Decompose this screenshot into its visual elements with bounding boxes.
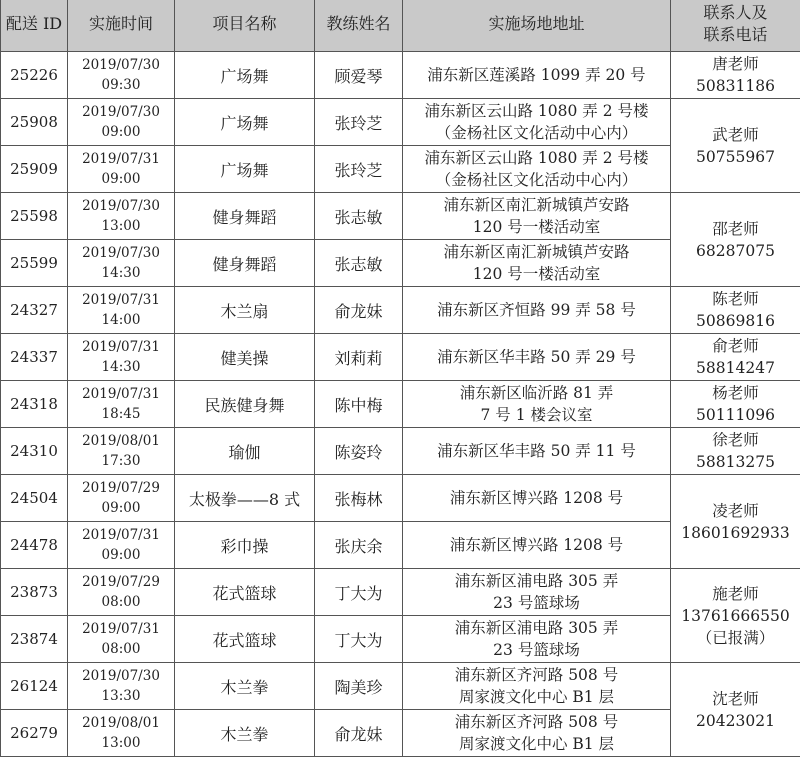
cell-coach: 俞龙妹 <box>315 287 403 334</box>
cell-time: 2019/07/31 18:45 <box>68 381 175 428</box>
cell-project: 健身舞蹈 <box>175 240 315 287</box>
table-body <box>1 52 800 757</box>
cell-address: 浦东新区华丰路 50 弄 29 号 <box>403 334 671 381</box>
cell-time: 2019/07/31 08:00 <box>68 616 175 663</box>
cell-id: 25599 <box>1 240 68 287</box>
cell-address: 浦东新区莲溪路 1099 弄 20 号 <box>403 52 671 99</box>
cell-contact: 唐老师 50831186 <box>671 52 800 99</box>
cell-address: 浦东新区南汇新城镇芦安路 120 号一楼活动室 <box>403 240 671 287</box>
header-project: 项目名称 <box>175 0 315 52</box>
cell-project: 彩巾操 <box>175 522 315 569</box>
cell-address: 浦东新区临沂路 81 弄 7 号 1 楼会议室 <box>403 381 671 428</box>
table-row <box>1 99 800 146</box>
cell-id: 25909 <box>1 146 68 193</box>
cell-contact: 武老师 50755967 <box>671 99 800 193</box>
cell-id: 24310 <box>1 428 68 475</box>
cell-coach: 陈中梅 <box>315 381 403 428</box>
cell-coach: 张玲芝 <box>315 146 403 193</box>
cell-address: 浦东新区南汇新城镇芦安路 120 号一楼活动室 <box>403 193 671 240</box>
cell-project: 花式篮球 <box>175 616 315 663</box>
header-time: 实施时间 <box>68 0 175 52</box>
cell-id: 25598 <box>1 193 68 240</box>
cell-project: 木兰扇 <box>175 287 315 334</box>
cell-contact: 杨老师 50111096 <box>671 381 800 428</box>
cell-project: 木兰拳 <box>175 663 315 710</box>
cell-address: 浦东新区云山路 1080 弄 2 号楼 （金杨社区文化活动中心内） <box>403 146 671 193</box>
cell-time: 2019/07/29 09:00 <box>68 475 175 522</box>
table-row <box>1 381 800 428</box>
cell-time: 2019/07/31 09:00 <box>68 146 175 193</box>
cell-contact: 施老师 13761666550 （已报满） <box>671 569 800 663</box>
cell-id: 24318 <box>1 381 68 428</box>
cell-project: 太极拳——8 式 <box>175 475 315 522</box>
cell-address: 浦东新区齐恒路 99 弄 58 号 <box>403 287 671 334</box>
cell-id: 23874 <box>1 616 68 663</box>
table-row <box>1 287 800 334</box>
cell-time: 2019/07/30 14:30 <box>68 240 175 287</box>
cell-id: 23873 <box>1 569 68 616</box>
table-row <box>1 334 800 381</box>
cell-coach: 陈姿玲 <box>315 428 403 475</box>
cell-id: 26279 <box>1 710 68 757</box>
cell-id: 25908 <box>1 99 68 146</box>
table-row <box>1 663 800 710</box>
table-row <box>1 193 800 240</box>
cell-coach: 丁大为 <box>315 569 403 616</box>
cell-project: 健美操 <box>175 334 315 381</box>
cell-id: 24504 <box>1 475 68 522</box>
header-contact: 联系人及 联系电话 <box>671 0 800 52</box>
cell-contact: 俞老师 58814247 <box>671 334 800 381</box>
cell-address: 浦东新区博兴路 1208 号 <box>403 475 671 522</box>
cell-contact: 凌老师 18601692933 <box>671 475 800 569</box>
cell-id: 25226 <box>1 52 68 99</box>
cell-project: 瑜伽 <box>175 428 315 475</box>
cell-time: 2019/08/01 17:30 <box>68 428 175 475</box>
cell-time: 2019/07/30 13:00 <box>68 193 175 240</box>
cell-time: 2019/07/31 09:00 <box>68 522 175 569</box>
cell-address: 浦东新区齐河路 508 号 周家渡文化中心 B1 层 <box>403 663 671 710</box>
cell-address: 浦东新区华丰路 50 弄 11 号 <box>403 428 671 475</box>
cell-id: 24327 <box>1 287 68 334</box>
cell-address: 浦东新区博兴路 1208 号 <box>403 522 671 569</box>
cell-coach: 张梅林 <box>315 475 403 522</box>
cell-contact: 沈老师 20423021 <box>671 663 800 757</box>
cell-coach: 顾爱琴 <box>315 52 403 99</box>
table-row <box>1 475 800 522</box>
table-row <box>1 52 800 99</box>
header-coach: 教练姓名 <box>315 0 403 52</box>
header-address: 实施场地地址 <box>403 0 671 52</box>
cell-project: 木兰拳 <box>175 710 315 757</box>
cell-time: 2019/07/30 13:30 <box>68 663 175 710</box>
cell-project: 健身舞蹈 <box>175 193 315 240</box>
cell-id: 24337 <box>1 334 68 381</box>
cell-coach: 俞龙妹 <box>315 710 403 757</box>
cell-coach: 张玲芝 <box>315 99 403 146</box>
cell-address: 浦东新区齐河路 508 号 周家渡文化中心 B1 层 <box>403 710 671 757</box>
table-header <box>1 0 800 52</box>
cell-coach: 丁大为 <box>315 616 403 663</box>
cell-id: 24478 <box>1 522 68 569</box>
cell-time: 2019/07/29 08:00 <box>68 569 175 616</box>
cell-address: 浦东新区浦电路 305 弄 23 号篮球场 <box>403 616 671 663</box>
cell-coach: 张庆余 <box>315 522 403 569</box>
cell-time: 2019/07/30 09:00 <box>68 99 175 146</box>
cell-coach: 刘莉莉 <box>315 334 403 381</box>
cell-time: 2019/07/30 09:30 <box>68 52 175 99</box>
cell-project: 广场舞 <box>175 52 315 99</box>
cell-time: 2019/08/01 13:00 <box>68 710 175 757</box>
cell-contact: 邵老师 68287075 <box>671 193 800 287</box>
cell-contact: 徐老师 58813275 <box>671 428 800 475</box>
cell-project: 广场舞 <box>175 146 315 193</box>
cell-project: 民族健身舞 <box>175 381 315 428</box>
cell-coach: 张志敏 <box>315 193 403 240</box>
cell-coach: 张志敏 <box>315 240 403 287</box>
cell-project: 广场舞 <box>175 99 315 146</box>
header-row <box>1 0 800 52</box>
table-row <box>1 428 800 475</box>
cell-coach: 陶美珍 <box>315 663 403 710</box>
cell-address: 浦东新区云山路 1080 弄 2 号楼 （金杨社区文化活动中心内） <box>403 99 671 146</box>
header-id: 配送 ID <box>1 0 68 52</box>
cell-time: 2019/07/31 14:00 <box>68 287 175 334</box>
cell-time: 2019/07/31 14:30 <box>68 334 175 381</box>
cell-address: 浦东新区浦电路 305 弄 23 号篮球场 <box>403 569 671 616</box>
cell-contact: 陈老师 50869816 <box>671 287 800 334</box>
cell-project: 花式篮球 <box>175 569 315 616</box>
cell-id: 26124 <box>1 663 68 710</box>
table-row <box>1 569 800 616</box>
